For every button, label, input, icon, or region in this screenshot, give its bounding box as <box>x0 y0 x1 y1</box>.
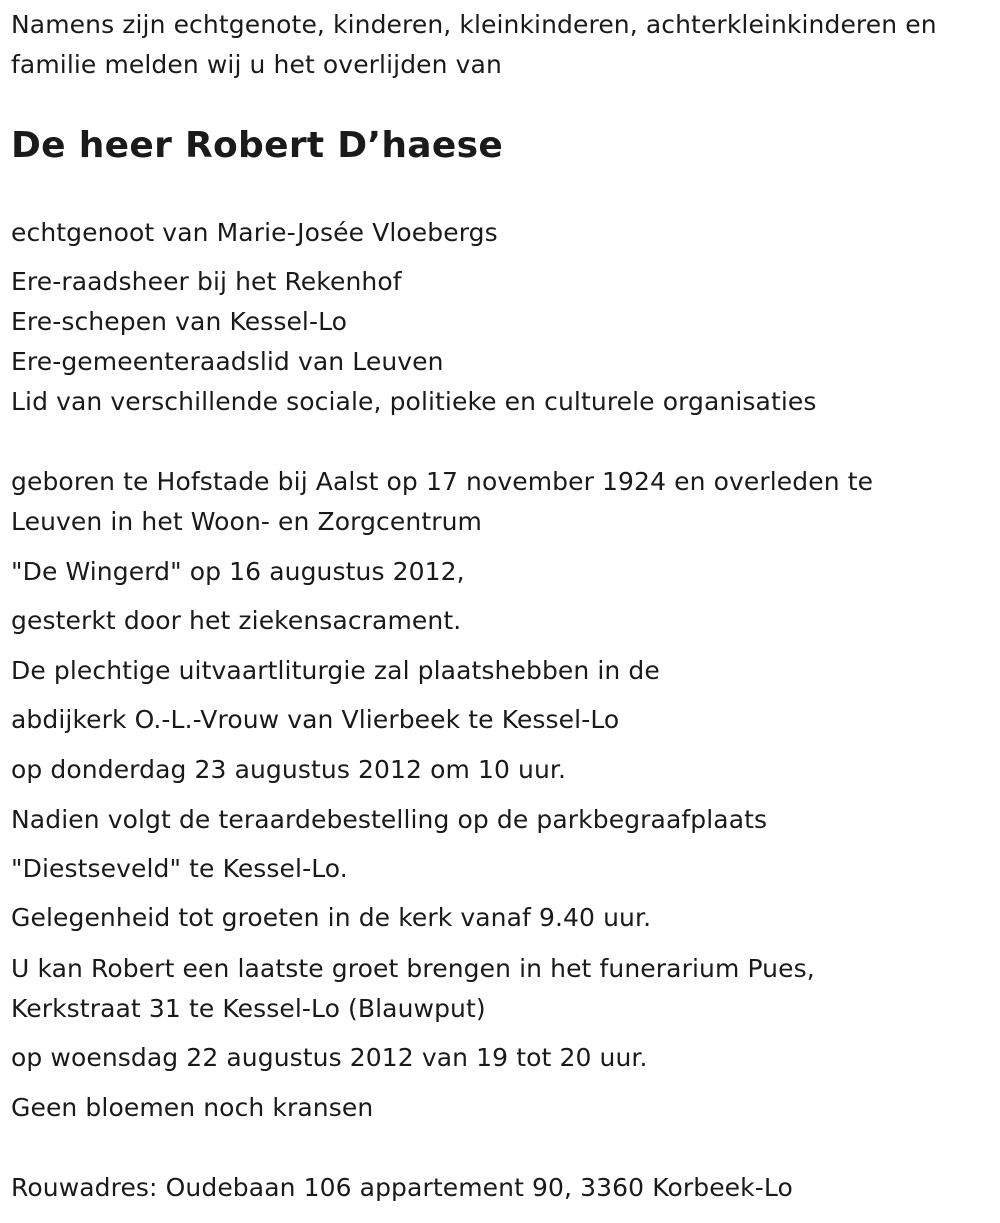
greeting-line: Gelegenheid tot groeten in de kerk vanaf 9.40 uur. <box>11 903 652 932</box>
burial-line-1: Nadien volgt de teraardebestelling op de parkbegraafplaats <box>11 805 768 834</box>
funerarium-line-1: U kan Robert een laatste groet brengen in het funerarium Pues, <box>11 954 815 983</box>
flowers-line: Geen bloemen noch kransen <box>11 1093 374 1122</box>
liturgy-line-2: abdijkerk O.-L.-Vrouw van Vlierbeek te Kessel-Lo <box>11 705 620 734</box>
funerarium-line-3: op woensdag 22 augustus 2012 van 19 tot 20 uur. <box>11 1043 648 1072</box>
liturgy-line-1: De plechtige uitvaartliturgie zal plaatshebben in de <box>11 656 660 685</box>
spouse-line: echtgenoot van Marie-Josée Vloebergs <box>11 218 498 247</box>
intro-line-2: familie melden wij u het overlijden van <box>11 50 502 79</box>
birth-death-line-2: Leuven in het Woon- en Zorgcentrum <box>11 507 483 536</box>
honorary-title: Ere-gemeenteraadslid van Leuven <box>11 347 444 376</box>
honorary-title: Ere-raadsheer bij het Rekenhof <box>11 267 402 296</box>
mourning-address: Rouwadres: Oudebaan 106 appartement 90, 3360 Korbeek-Lo <box>11 1173 793 1202</box>
birth-death-line-1: geboren te Hofstade bij Aalst op 17 november 1924 en overleden te <box>11 467 874 496</box>
burial-line-2: "Diestseveld" te Kessel-Lo. <box>11 854 348 883</box>
funerarium-line-2: Kerkstraat 31 te Kessel-Lo (Blauwput) <box>11 994 486 1023</box>
deceased-name: De heer Robert D’haese <box>11 125 504 166</box>
place-of-death-date: "De Wingerd" op 16 augustus 2012, <box>11 557 465 586</box>
intro-line-1: Namens zijn echtgenote, kinderen, kleinkinderen, achterkleinkinderen en <box>11 10 937 39</box>
honorary-title: Lid van verschillende sociale, politieke en culturele organisaties <box>11 387 817 416</box>
liturgy-line-3: op donderdag 23 augustus 2012 om 10 uur. <box>11 755 567 784</box>
honorary-title: Ere-schepen van Kessel-Lo <box>11 307 348 336</box>
sacrament-line: gesterkt door het ziekensacrament. <box>11 606 462 635</box>
